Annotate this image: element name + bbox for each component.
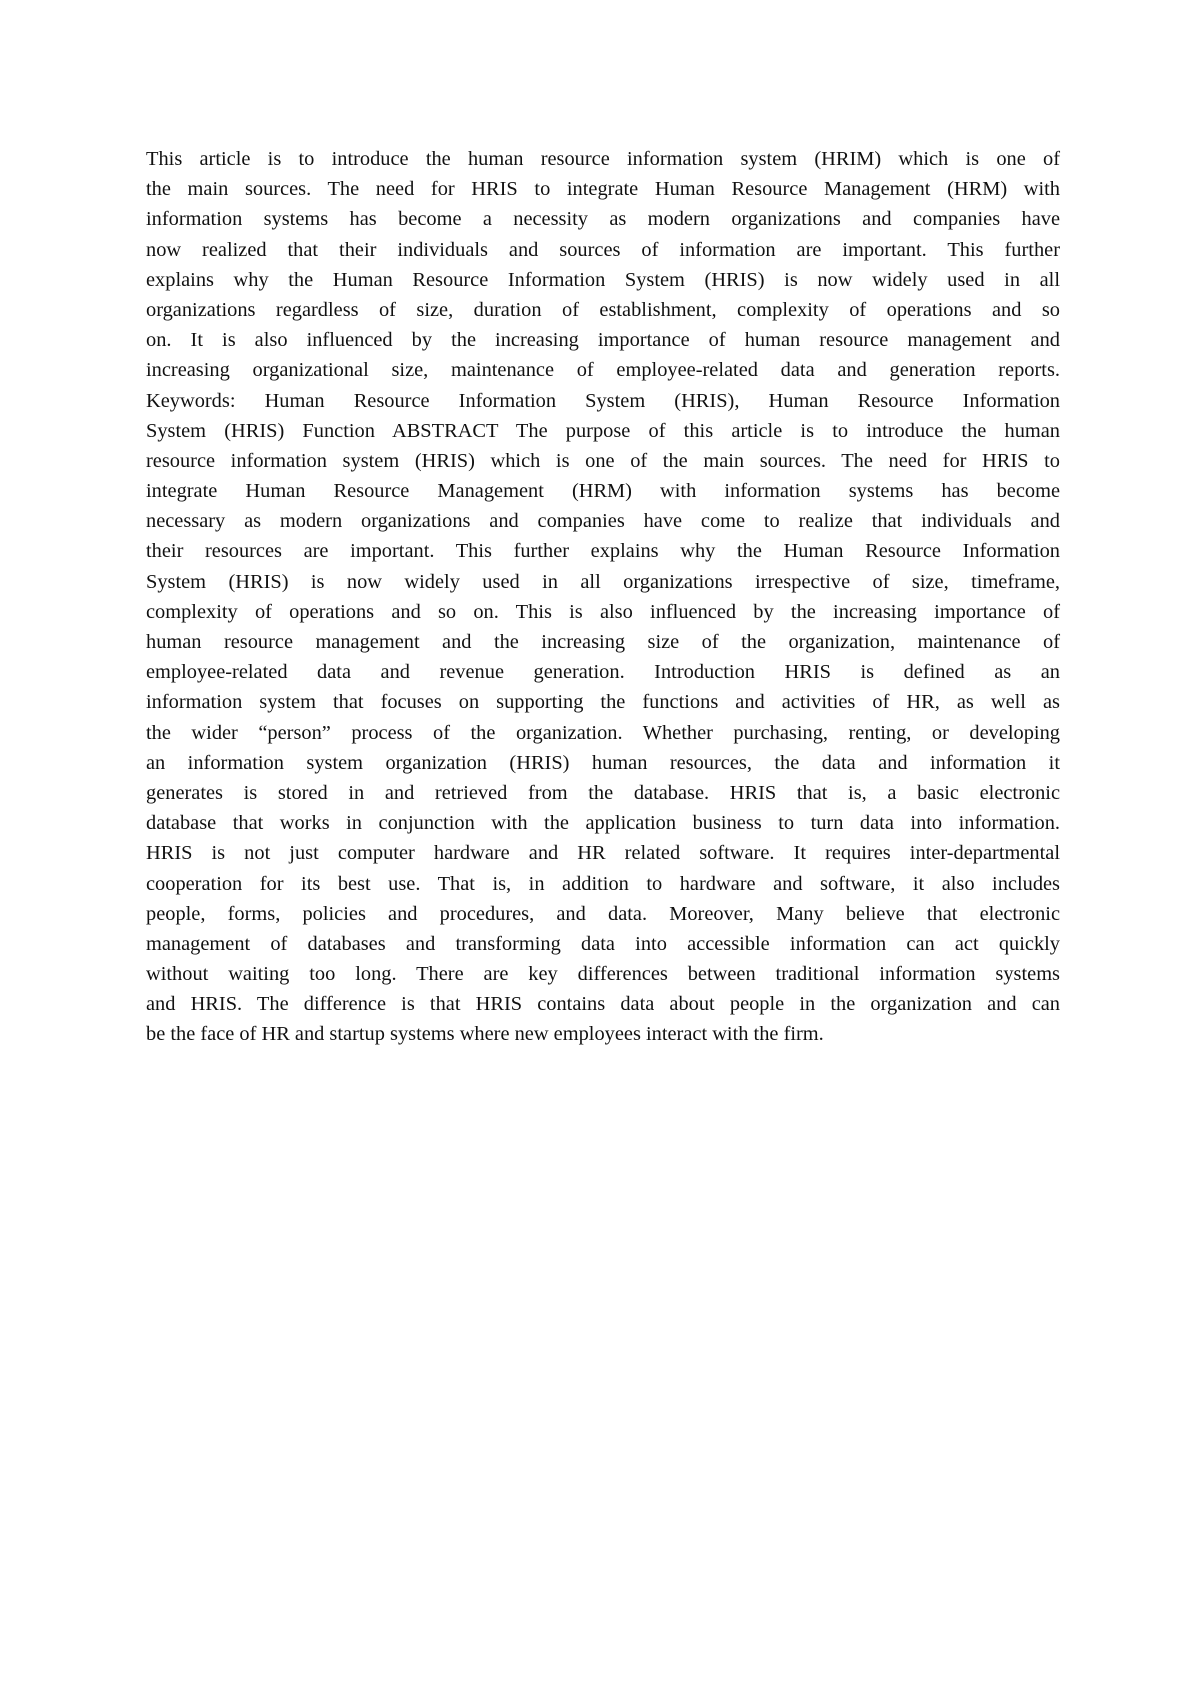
text-line: explains why the Human Resource Information System (HRIS) is now widely used in all: [146, 268, 1060, 291]
text-line: HRIS is not just computer hardware and HR related software. It requires inter-departmental: [146, 842, 1060, 865]
text-line: System (HRIS) is now widely used in all organizations irrespective of size, timeframe,: [146, 570, 1060, 593]
text-line: be the face of HR and startup systems where new employees interact with the firm.: [146, 1023, 824, 1046]
text-line: System (HRIS) Function ABSTRACT The purpose of this article is to introduce the human: [146, 419, 1060, 442]
text-line: necessary as modern organizations and companies have come to realize that individuals and: [146, 510, 1060, 533]
text-line: This article is to introduce the human resource information system (HRIM) which is one of: [146, 148, 1060, 170]
text-line: the main sources. The need for HRIS to integrate Human Resource Management (HRM) with: [146, 178, 1060, 201]
text-line: an information system organization (HRIS) human resources, the data and information it: [146, 751, 1060, 774]
text-line: people, forms, policies and procedures, and data. Moreover, Many believe that electronic: [146, 902, 1060, 925]
text-line: without waiting too long. There are key differences between traditional information systems: [146, 963, 1060, 986]
text-line: information system that focuses on supporting the functions and activities of HR, as well as: [146, 691, 1060, 714]
body-paragraph: [146, 144, 1060, 1050]
text-line: integrate Human Resource Management (HRM) with information systems has become: [146, 480, 1060, 503]
text-line: now realized that their individuals and sources of information are important. This further: [146, 238, 1060, 261]
text-line: resource information system (HRIS) which is one of the main sources. The need for HRIS to: [146, 449, 1060, 472]
text-line: the wider “person” process of the organization. Whether purchasing, renting, or developing: [146, 721, 1060, 744]
text-line: and HRIS. The difference is that HRIS contains data about people in the organization and can: [146, 993, 1060, 1016]
text-line: information systems has become a necessity as modern organizations and companies have: [146, 208, 1060, 231]
text-line: increasing organizational size, maintenance of employee-related data and generation reports.: [146, 359, 1060, 382]
text-line: management of databases and transforming data into accessible information can act quickly: [146, 932, 1060, 955]
text-line: database that works in conjunction with the application business to turn data into information.: [146, 812, 1060, 835]
text-line: employee-related data and revenue generation. Introduction HRIS is defined as an: [146, 661, 1060, 684]
text-line: Keywords: Human Resource Information System (HRIS), Human Resource Information: [146, 389, 1060, 412]
text-line: their resources are important. This further explains why the Human Resource Information: [146, 540, 1060, 563]
text-line: human resource management and the increasing size of the organization, maintenance of: [146, 631, 1060, 653]
text-line: on. It is also influenced by the increasing importance of human resource management and: [146, 329, 1060, 352]
text-line: organizations regardless of size, duration of establishment, complexity of operations and so: [146, 298, 1060, 321]
text-line: complexity of operations and so on. This is also influenced by the increasing importance of: [146, 600, 1060, 623]
text-line: generates is stored in and retrieved from the database. HRIS that is, a basic electronic: [146, 781, 1060, 804]
text-line: cooperation for its best use. That is, in addition to hardware and software, it also includes: [146, 872, 1060, 895]
